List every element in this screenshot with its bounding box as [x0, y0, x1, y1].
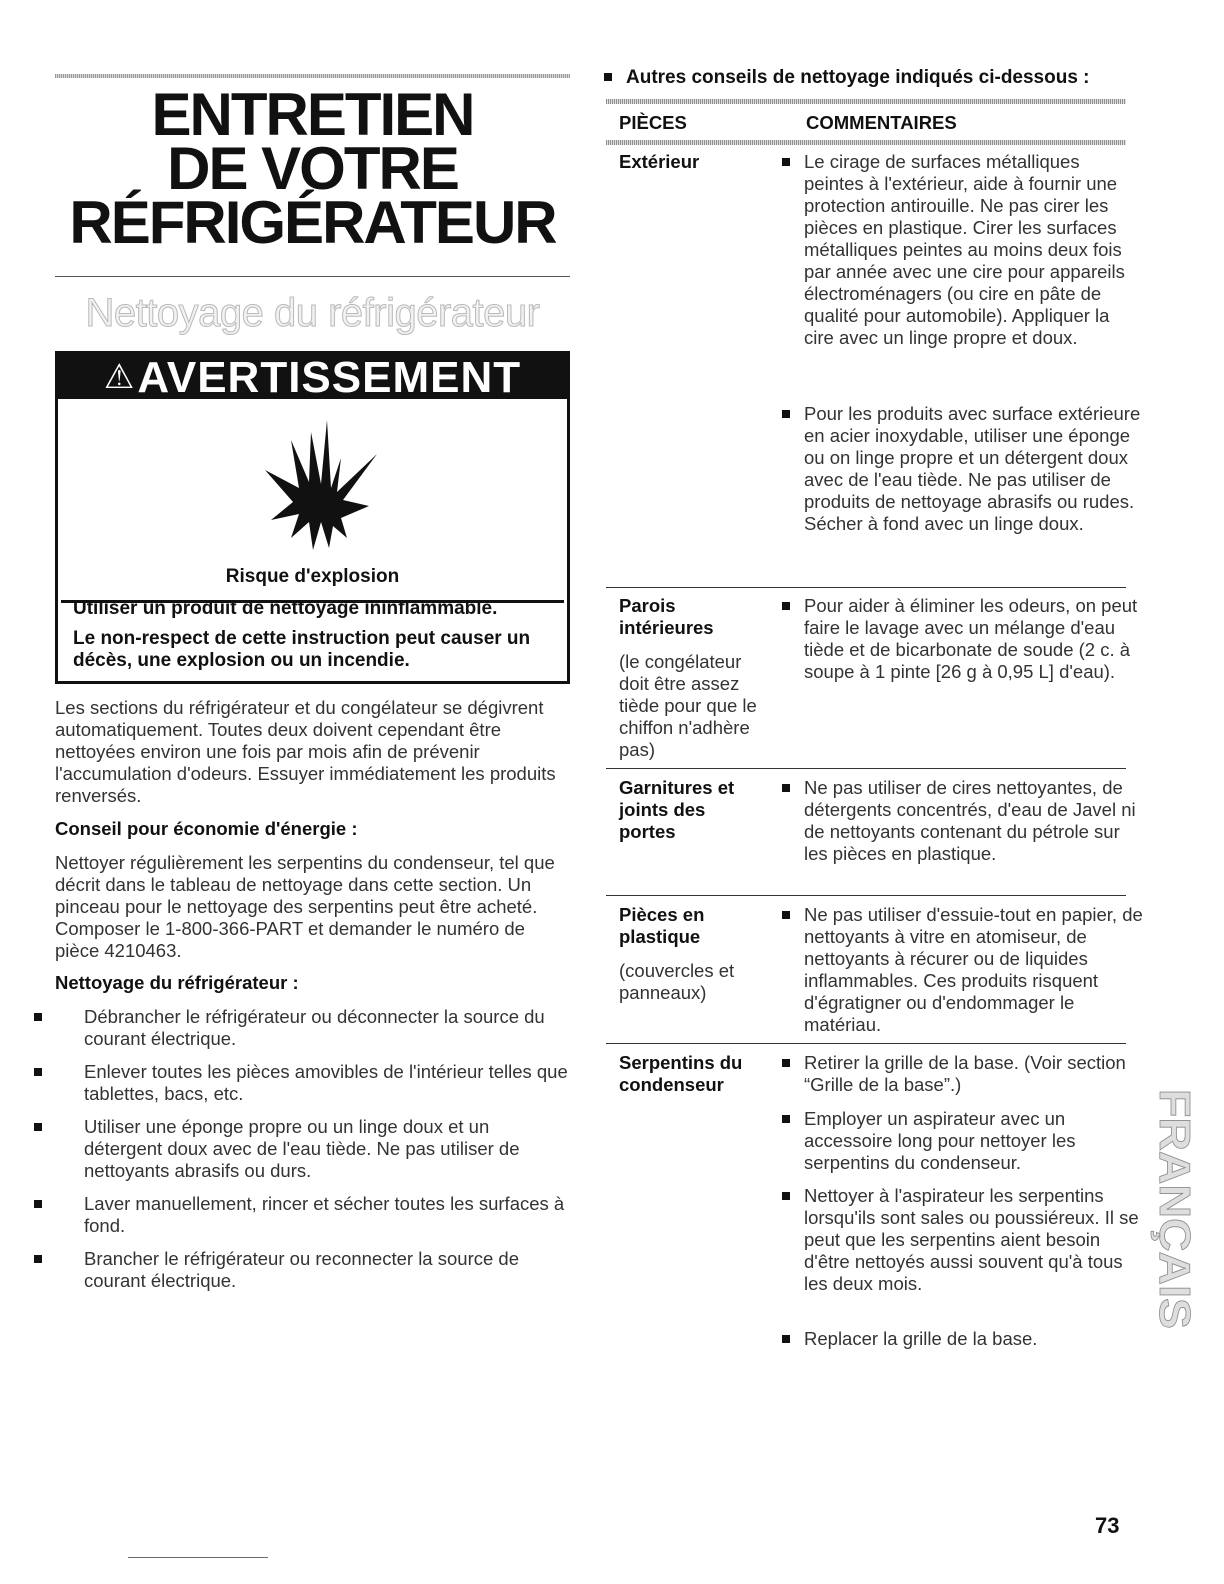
bullet-square-icon: [782, 1115, 790, 1123]
cleaning-steps-list: [30, 1006, 570, 1303]
row-part-exterior: Extérieur: [619, 151, 700, 172]
bullet-square-icon: [34, 1068, 42, 1076]
table-top-rule: [606, 99, 1126, 104]
cleaning-heading: Nettoyage du réfrigérateur :: [55, 972, 299, 993]
bullet-square-icon: [782, 158, 790, 166]
bullet-square-icon: [782, 410, 790, 418]
table-comment: [782, 1185, 1144, 1295]
explosion-icon: [251, 410, 381, 560]
row-divider: [606, 895, 1126, 896]
column-header-parts: PIÈCES: [619, 112, 687, 133]
warning-header-label: AVERTISSEMENT: [137, 353, 522, 402]
row-part-note: (couvercles et panneaux): [619, 960, 735, 1003]
bullet-square-icon: [782, 784, 790, 792]
table-comment: [782, 1328, 1144, 1350]
table-header-rule: [606, 140, 1126, 145]
title-line-1: ENTRETIEN: [151, 81, 474, 148]
page-number: 73: [1095, 1513, 1120, 1538]
list-item-text: Débrancher le réfrigérateur ou déconnecter la source du courant électrique.: [84, 1006, 545, 1049]
bullet-square-icon: [782, 1059, 790, 1067]
list-item-text: Brancher le réfrigérateur ou reconnecter la source de courant électrique.: [84, 1248, 519, 1291]
warning-consequence: Le non-respect de cette instruction peut causer un décès, une explosion ou un incendie.: [73, 628, 531, 671]
warning-box: [55, 351, 570, 684]
bullet-square-icon: [782, 911, 790, 919]
comment-text: Replacer la grille de la base.: [804, 1328, 1038, 1349]
list-item-text: Enlever toutes les pièces amovibles de l'intérieur telles que tablettes, bacs, etc.: [84, 1061, 568, 1104]
table-comment: [782, 777, 1144, 865]
tips-heading-text: Autres conseils de nettoyage indiqués ci-dessous :: [626, 67, 1090, 88]
list-item: [30, 1193, 570, 1237]
row-part-condenser: Serpentins du condenseur: [619, 1052, 743, 1095]
warning-instruction: Utiliser un produit de nettoyage ininflammable.: [73, 598, 498, 619]
table-comment: [782, 1052, 1144, 1096]
energy-heading: Conseil pour économie d'énergie :: [55, 818, 358, 839]
comment-text: Employer un aspirateur avec un accessoire long pour nettoyer les serpentins du condenseur.: [804, 1108, 1076, 1173]
bullet-square-icon: [782, 1192, 790, 1200]
column-header-comments: COMMENTAIRES: [806, 112, 957, 133]
comment-text: Nettoyer à l'aspirateur les serpentins lorsqu'ils sont sales ou poussiéreux. Il se peut que les serpentins aient besoin d'être nettoyés aussi souvent qu'à tous les deux mois.: [804, 1185, 1139, 1294]
tips-heading: [604, 67, 1090, 89]
comment-text: Ne pas utiliser d'essuie-tout en papier, de nettoyants à vitre en atomiseur, de nettoyants à récurer ou de liquides inflammables. Ces produits risquent d'égratigner ou d'endommager le matériau.: [804, 904, 1143, 1035]
list-item: [30, 1248, 570, 1292]
row-divider: [606, 587, 1126, 588]
side-label-text: FRANÇAIS: [1150, 1089, 1199, 1317]
title-line-3: RÉFRIGÉRATEUR: [69, 189, 556, 256]
list-item-text: Utiliser une éponge propre ou un linge doux et un détergent doux avec de l'eau tiède. Ne pas utiliser de nettoyants abrasifs ou durs.: [84, 1116, 520, 1181]
top-divider: [55, 74, 570, 78]
page-title: [55, 81, 570, 256]
warning-header: [58, 353, 567, 402]
table-comment: [782, 1108, 1144, 1174]
energy-paragraph: Nettoyer régulièrement les serpentins du condenseur, tel que décrit dans le tableau de nettoyage dans cette section. Un pinceau pour le nettoyage des serpentins peut être acheté. Composer le 1-800-366-PART et demander le numéro de pièce 4210463.: [55, 852, 555, 961]
bullet-square-icon: [34, 1013, 42, 1021]
footer-link-rule: [128, 1557, 268, 1558]
row-part-note: (le congélateur doit être assez tiède pour que le chiffon n'adhère pas): [619, 651, 757, 760]
row-divider: [606, 768, 1126, 769]
comment-text: Le cirage de surfaces métalliques peintes à l'extérieur, aide à fournir une protection antirouille. Ne pas cirer les pièces en plastique. Cirer les surfaces métalliques peintes au moins deux fois par année avec une cire pour appareils électroménagers (ou cire en pâte de qualité pour automobile). Appliquer la cire avec un linge propre et doux.: [804, 151, 1125, 348]
title-divider: [55, 276, 570, 277]
table-comment: [782, 904, 1144, 1036]
row-part-interior-walls: Parois intérieures: [619, 595, 714, 638]
bullet-square-icon: [782, 1335, 790, 1343]
comment-text: Retirer la grille de la base. (Voir section “Grille de la base”.): [804, 1052, 1126, 1095]
list-item-text: Laver manuellement, rincer et sécher toutes les surfaces à fond.: [84, 1193, 565, 1236]
section-title: Nettoyage du réfrigérateur: [85, 291, 540, 335]
row-part-plastic: Pièces en plastique: [619, 904, 705, 947]
warning-triangle-icon: ⚠: [103, 358, 136, 396]
bullet-square-icon: [782, 602, 790, 610]
table-comment: [782, 595, 1144, 683]
table-comment: [782, 403, 1144, 535]
language-side-label: [1144, 1085, 1204, 1335]
comment-text: Pour aider à éliminer les odeurs, on peut faire le lavage avec un mélange d'eau tiède et de bicarbonate de soude (2 c. à soupe à 1 pinte [26 g à 0,95 L] d'eau).: [804, 595, 1138, 682]
table-comment: [782, 151, 1144, 349]
list-item: [30, 1061, 570, 1105]
row-part-door-seals: Garnitures et joints des portes: [619, 777, 735, 842]
list-item: [30, 1006, 570, 1050]
bullet-square-icon: [604, 73, 612, 81]
bullet-square-icon: [34, 1123, 42, 1131]
list-item: [30, 1116, 570, 1182]
bullet-square-icon: [34, 1255, 42, 1263]
title-line-2: DE VOTRE: [167, 135, 458, 202]
intro-paragraph: Les sections du réfrigérateur et du congélateur se dégivrent automatiquement. Toutes deux doivent cependant être nettoyées environ une fois par mois afin de prévenir l'accumulation d'odeurs. Essuyer immédiatement les produits renversés.: [55, 697, 556, 806]
bullet-square-icon: [34, 1200, 42, 1208]
warning-risk: Risque d'explosion: [225, 566, 400, 587]
comment-text: Ne pas utiliser de cires nettoyantes, de détergents concentrés, d'eau de Javel ni de nettoyants contenant du pétrole sur les pièces en plastique.: [804, 777, 1136, 864]
comment-text: Pour les produits avec surface extérieure en acier inoxydable, utiliser une éponge ou on linge propre et un détergent doux avec de l'eau tiède. Ne pas utiliser de produits de nettoyage abrasifs ou rudes. Sécher à fond avec un linge doux.: [804, 403, 1141, 534]
row-divider: [606, 1043, 1126, 1044]
